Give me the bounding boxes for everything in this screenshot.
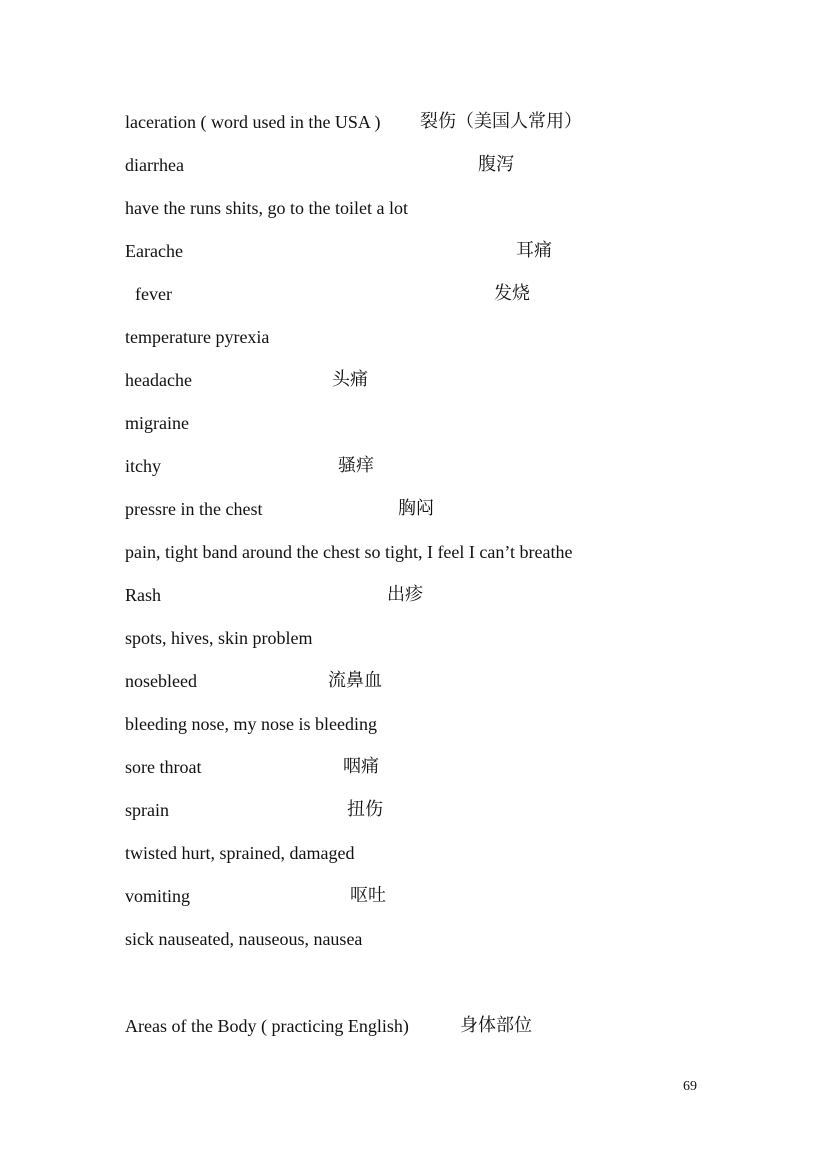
english-term: itchy (125, 456, 161, 476)
vocab-line (125, 196, 785, 220)
english-term: diarrhea (125, 155, 184, 175)
chinese-term: 呕吐 (350, 885, 386, 906)
english-term: twisted hurt, sprained, damaged (125, 843, 355, 863)
english-term: sick nauseated, nauseous, nausea (125, 929, 363, 949)
vocab-line (125, 841, 785, 865)
english-term: sore throat (125, 757, 202, 777)
vocab-line (125, 712, 785, 736)
section-heading (125, 1014, 785, 1038)
vocab-line (125, 927, 785, 951)
vocab-line (125, 669, 785, 693)
vocab-line (125, 411, 785, 435)
english-term: migraine (125, 413, 189, 433)
english-term: vomiting (125, 886, 191, 906)
english-term: pain, tight band around the chest so tight, I feel I can’t breathe (125, 542, 573, 562)
chinese-term: 腹泻 (478, 154, 514, 175)
english-term: nosebleed (125, 671, 197, 691)
vocab-line (125, 454, 785, 478)
chinese-term: 流鼻血 (328, 670, 382, 691)
english-term: have the runs shits, go to the toilet a lot (125, 198, 408, 218)
vocab-line (125, 282, 785, 306)
chinese-term: 耳痛 (516, 240, 552, 261)
vocab-line (125, 583, 785, 607)
chinese-term: 骚痒 (338, 455, 374, 476)
vocab-line (125, 325, 785, 349)
english-term: bleeding nose, my nose is bleeding (125, 714, 377, 734)
section-heading-english: Areas of the Body ( practicing English) (125, 1016, 409, 1036)
english-term: spots, hives, skin problem (125, 628, 313, 648)
vocab-line (125, 798, 785, 822)
chinese-term: 头痛 (332, 369, 368, 390)
vocab-line (125, 110, 785, 134)
vocab-line (125, 884, 785, 908)
vocab-line (125, 540, 785, 564)
english-term: fever (135, 284, 172, 304)
vocab-line (125, 626, 785, 650)
vocab-line (125, 239, 785, 263)
english-term: temperature pyrexia (125, 327, 270, 347)
chinese-term: 出疹 (387, 584, 423, 605)
english-term: Earache (125, 241, 183, 261)
english-term: sprain (125, 800, 169, 820)
english-term: headache (125, 370, 192, 390)
chinese-term: 胸闷 (398, 498, 434, 519)
vocab-line (125, 755, 785, 779)
vocab-line (125, 153, 785, 177)
page-number: 69 (683, 1079, 697, 1094)
english-term: laceration ( word used in the USA ) (125, 112, 381, 132)
chinese-term: 扭伤 (347, 799, 383, 820)
english-term: pressre in the chest (125, 499, 263, 519)
english-term: Rash (125, 585, 161, 605)
section-heading-chinese: 身体部位 (460, 1015, 532, 1036)
chinese-term: 发烧 (494, 283, 530, 304)
vocab-line (125, 368, 785, 392)
chinese-term: 裂伤（美国人常用） (420, 111, 582, 132)
vocab-line (125, 497, 785, 521)
chinese-term: 咽痛 (343, 756, 379, 777)
